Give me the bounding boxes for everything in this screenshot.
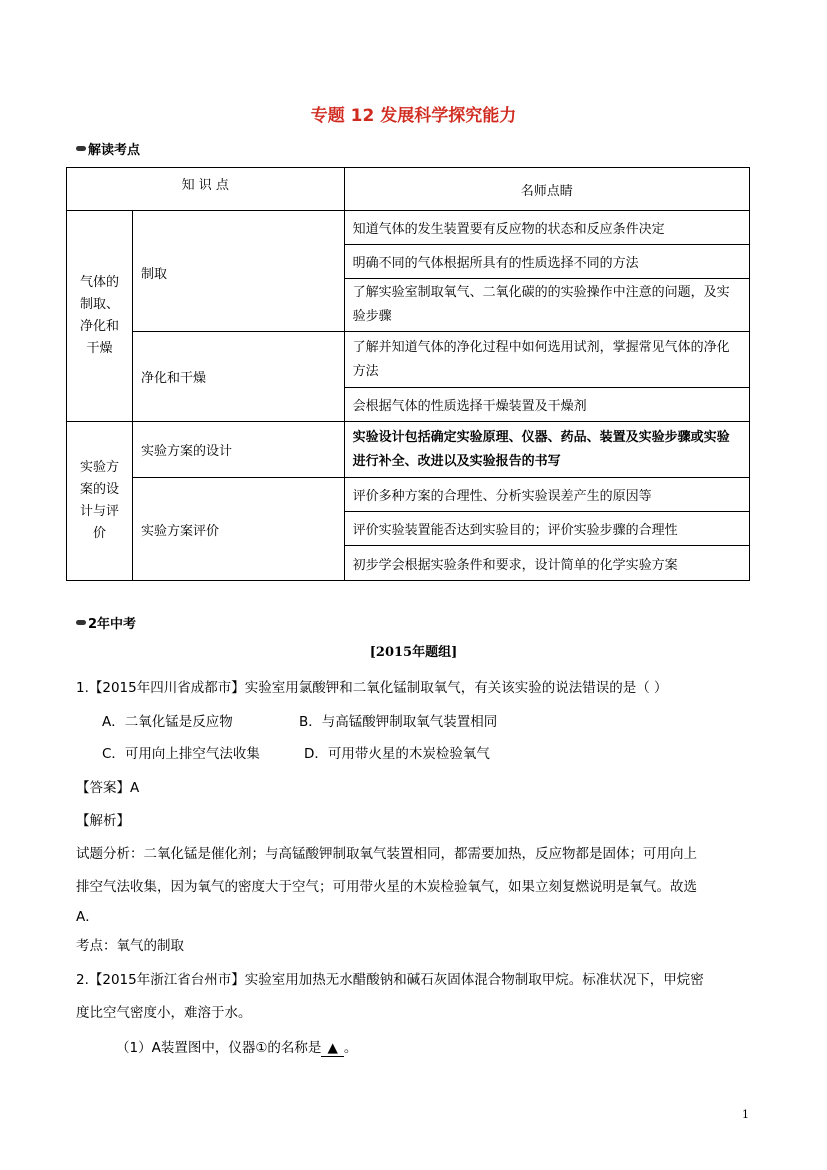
- pen-icon: [76, 620, 86, 625]
- question-2-stem: 度比空气密度小，难溶于水。: [76, 1005, 252, 1021]
- option-d: D．可用带火星的木炭检验氧气: [304, 746, 490, 762]
- table-cell: 初步学会根据实验条件和要求，设计简单的化学实验方案: [344, 546, 749, 581]
- pen-icon: [76, 146, 86, 151]
- sub-purify-dry: 净化和干燥: [132, 332, 344, 422]
- table-cell: 评价多种方案的合理性、分析实验误差产生的原因等: [344, 478, 749, 512]
- section-heading-1: [76, 139, 140, 158]
- page-number: 1: [742, 1108, 749, 1121]
- analysis-text: 试题分析：二氧化锰是催化剂；与高锰酸钾制取氧气装置相同，都需要加热，反应物都是固体；可用向上: [76, 846, 697, 862]
- table-cell: 明确不同的气体根据所具有的性质选择不同的方法: [344, 245, 749, 279]
- group-title: [2015年题组]: [369, 645, 458, 660]
- table-cell: 评价实验装置能否达到实验目的；评价实验步骤的合理性: [344, 512, 749, 546]
- sub-design: 实验方案的设计: [132, 422, 344, 478]
- question-2-sub1: [116, 1036, 357, 1057]
- table-cell: 了解并知道气体的净化过程中如何选用试剂，掌握常见气体的净化方法: [344, 332, 749, 388]
- page-title: 专题 12 发展科学探究能力: [310, 106, 517, 126]
- sub1-suffix: 。: [343, 1040, 358, 1056]
- table-header-knowledge: 知 识 点: [67, 168, 345, 211]
- section-heading-2: [76, 613, 136, 632]
- answer-blank: ▲: [321, 1040, 343, 1057]
- table-cell: 会根据气体的性质选择干燥装置及干燥剂: [344, 388, 749, 422]
- sub-preparation: 制取: [132, 211, 344, 332]
- table-cell: 了解实验室制取氧气、二氧化碳的的实验操作中注意的问题，及实验步骤: [344, 279, 749, 332]
- table-header-tips: 名师点睛: [344, 168, 749, 211]
- question-1-stem: 1.【2015年四川省成都市】实验室用氯酸钾和二氧化锰制取氧气，有关该实验的说法错误的是（ ）: [76, 680, 668, 696]
- knowledge-table: [66, 167, 750, 581]
- section-heading-label: 解读考点: [88, 143, 141, 158]
- option-c: C．可用向上排空气法收集: [102, 746, 260, 762]
- option-a: A．二氧化锰是反应物: [102, 714, 233, 730]
- analysis-text: A．: [76, 909, 99, 925]
- group-gas: 气体的 制取、 净化和 干燥: [67, 211, 133, 422]
- analysis-label: 【解析】: [76, 813, 130, 829]
- option-b: B．与高锰酸钾制取氧气装置相同: [299, 714, 498, 730]
- table-cell: 实验设计包括确定实验原理、仪器、药品、装置及实验步骤或实验进行补全、改进以及实验报告的书写: [344, 422, 749, 478]
- question-2-stem: 2.【2015年浙江省台州市】实验室用加热无水醋酸钠和碱石灰固体混合物制取甲烷。标准状况下，甲烷密: [76, 972, 704, 988]
- section-heading-label: 2年中考: [88, 617, 137, 632]
- sub1-text: （1）A装置图中，仪器①的名称是: [116, 1040, 322, 1056]
- analysis-text: 排空气法收集，因为氧气的密度大于空气；可用带火星的木炭检验氧气，如果立刻复燃说明是氧气。故选: [76, 879, 697, 895]
- answer: 【答案】A: [76, 780, 140, 796]
- table-cell: 知道气体的发生装置要有反应物的状态和反应条件决定: [344, 211, 749, 245]
- group-design: 实验方 案的设 计与评 价: [67, 422, 133, 581]
- kaodian: 考点：氧气的制取: [76, 938, 184, 954]
- sub-evaluation: 实验方案评价: [132, 478, 344, 581]
